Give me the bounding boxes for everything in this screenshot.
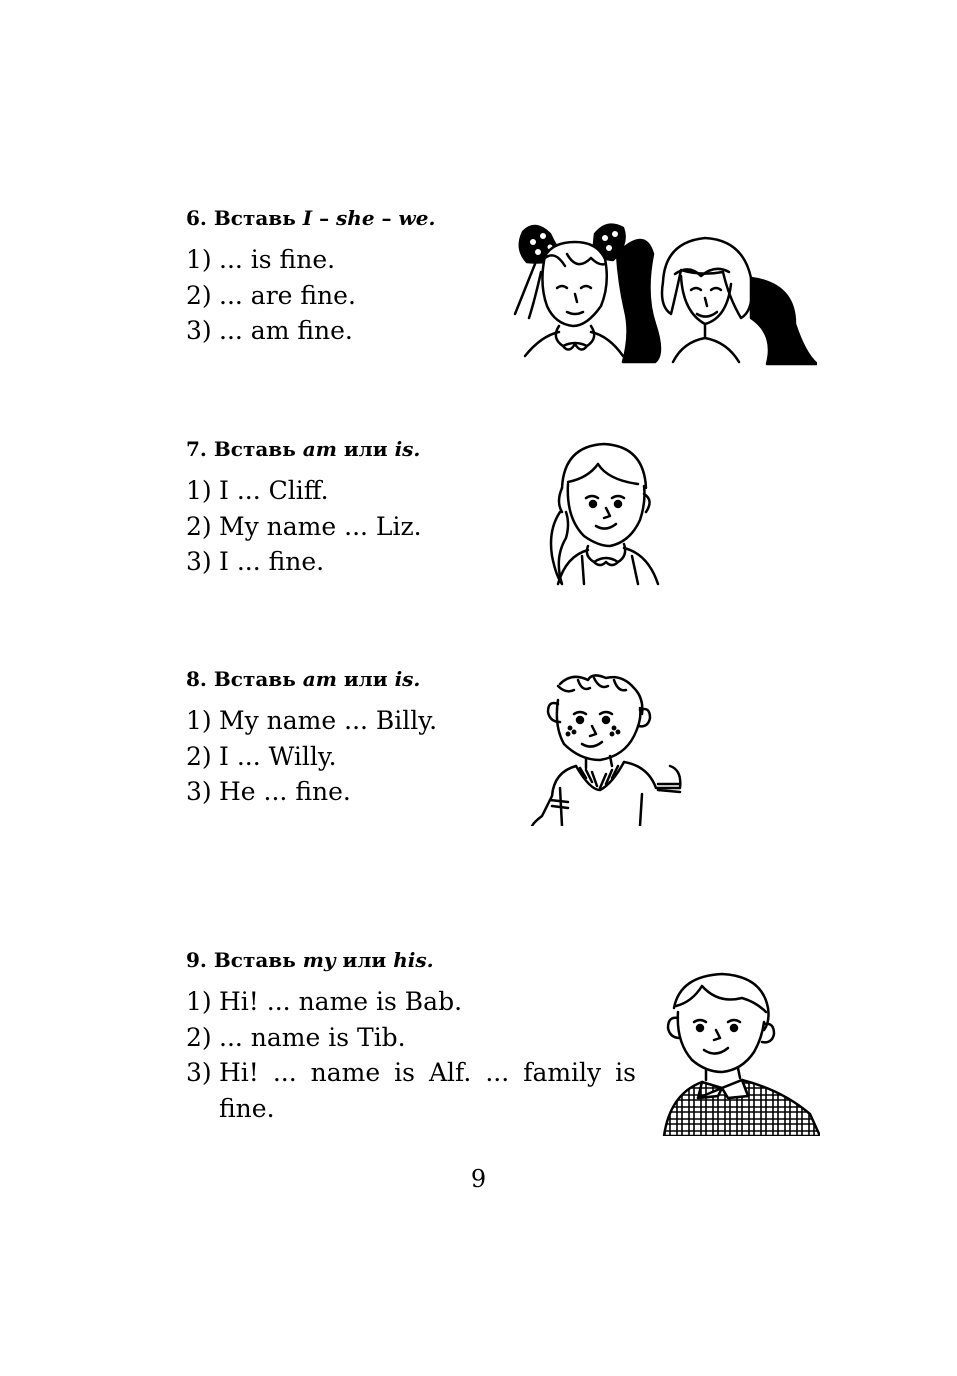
item-number: 1) — [186, 245, 212, 274]
option-word: his. — [393, 948, 434, 972]
exercise-number: 9. — [186, 948, 207, 972]
exercise-instruction: Вставь — [213, 437, 296, 461]
item-number: 3) — [186, 1058, 212, 1087]
option-separator: – — [381, 206, 392, 230]
exercise-title — [186, 948, 636, 972]
item-number: 3) — [186, 547, 212, 576]
list-item — [186, 1055, 636, 1126]
item-text: ... is fine. — [219, 245, 336, 274]
exercise-number: 7. — [186, 437, 207, 461]
item-text: Hi! ... name is Bab. — [219, 987, 463, 1016]
item-text: My name ... Billy. — [219, 706, 438, 735]
option-word: is. — [394, 437, 421, 461]
option-word: am — [302, 667, 337, 691]
item-number: 2) — [186, 511, 212, 541]
exercise-items — [186, 984, 636, 1126]
girl-with-ponytail-illustration — [548, 438, 664, 586]
option-word: she — [336, 206, 375, 230]
option-separator: – — [319, 206, 330, 230]
item-text: He ... fine. — [219, 777, 351, 806]
exercise-number: 6. — [186, 206, 207, 230]
option-word: my — [302, 948, 336, 972]
option-word: is. — [394, 667, 421, 691]
item-text: Hi! ... name is Alf. ... family is fine. — [219, 1058, 636, 1123]
option-separator: или — [343, 437, 388, 461]
option-separator: или — [343, 667, 388, 691]
item-number: 2) — [186, 741, 212, 771]
item-number: 1) — [186, 987, 212, 1016]
page-number: 9 — [470, 1165, 487, 1193]
item-number: 1) — [186, 706, 212, 735]
item-number: 3) — [186, 316, 212, 345]
two-girls-illustration — [505, 214, 817, 366]
option-word: am — [302, 437, 337, 461]
exercise-instruction: Вставь — [213, 206, 296, 230]
exercise-9 — [186, 948, 636, 1126]
option-word: I — [302, 206, 313, 230]
item-text: ... am fine. — [219, 316, 353, 345]
exercise-instruction: Вставь — [213, 948, 296, 972]
option-word: we. — [398, 206, 436, 230]
option-separator: или — [342, 948, 387, 972]
item-text: I ... Willy. — [219, 741, 337, 771]
item-text: I ... Cliff. — [219, 476, 329, 505]
item-number: 2) — [186, 280, 212, 310]
item-number: 3) — [186, 777, 212, 806]
item-text: I ... fine. — [219, 547, 325, 576]
item-text: ... name is Tib. — [219, 1022, 406, 1052]
exercise-number: 8. — [186, 667, 207, 691]
list-item — [186, 1020, 636, 1056]
item-number: 2) — [186, 1022, 212, 1052]
item-number: 1) — [186, 476, 212, 505]
exercise-instruction: Вставь — [213, 667, 296, 691]
item-text: My name ... Liz. — [219, 511, 422, 541]
boy-in-checkered-shirt-illustration — [662, 972, 820, 1136]
list-item — [186, 984, 636, 1020]
item-text: ... are fine. — [219, 280, 356, 310]
freckled-boy-illustration — [530, 670, 686, 826]
